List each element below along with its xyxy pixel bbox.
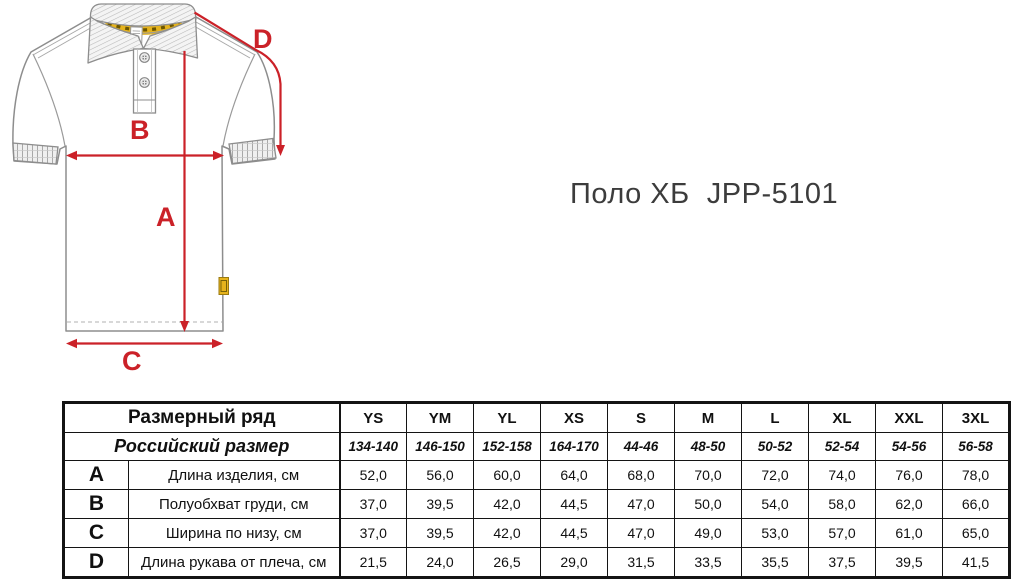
- russian-size-value: 134-140: [340, 433, 407, 461]
- label-B: B: [130, 115, 150, 145]
- measure-value: 61,0: [876, 519, 943, 548]
- russian-size-value: 48-50: [675, 433, 742, 461]
- measure-value: 26,5: [474, 548, 541, 578]
- measure-value: 29,0: [541, 548, 608, 578]
- left-cuff: [13, 143, 58, 164]
- table-row-measure-C: [64, 519, 1010, 548]
- label-D: D: [253, 24, 273, 54]
- size-col-header: YM: [407, 403, 474, 433]
- measure-letter: D: [64, 548, 129, 578]
- measure-value: 58,0: [809, 490, 876, 519]
- polo-shirt-diagram: [0, 0, 330, 392]
- measure-value: 39,5: [407, 490, 474, 519]
- measure-value: 42,0: [474, 490, 541, 519]
- measure-value: 33,5: [675, 548, 742, 578]
- table-row-measure-D: [64, 548, 1010, 578]
- russian-size-value: 52-54: [809, 433, 876, 461]
- measure-value: 31,5: [608, 548, 675, 578]
- russian-size-header: Российский размер: [64, 433, 340, 461]
- measure-value: 52,0: [340, 461, 407, 490]
- measure-value: 37,5: [809, 548, 876, 578]
- measure-name: Полуобхват груди, см: [129, 490, 340, 519]
- measure-value: 78,0: [943, 461, 1010, 490]
- size-col-header: XS: [541, 403, 608, 433]
- measure-value: 60,0: [474, 461, 541, 490]
- size-col-header: 3XL: [943, 403, 1010, 433]
- measure-value: 68,0: [608, 461, 675, 490]
- measure-value: 47,0: [608, 519, 675, 548]
- table-row-russian-sizes: [64, 433, 1010, 461]
- measure-value: 70,0: [675, 461, 742, 490]
- measure-value: 21,5: [340, 548, 407, 578]
- measure-value: 49,0: [675, 519, 742, 548]
- measure-value: 53,0: [742, 519, 809, 548]
- measure-letter: C: [64, 519, 129, 548]
- button: [140, 53, 150, 63]
- label-C: C: [122, 346, 142, 376]
- table-row-measure-A: [64, 461, 1010, 490]
- measure-value: 39,5: [407, 519, 474, 548]
- russian-size-value: 54-56: [876, 433, 943, 461]
- russian-size-value: 50-52: [742, 433, 809, 461]
- measure-name: Длина рукава от плеча, см: [129, 548, 340, 578]
- measure-value: 41,5: [943, 548, 1010, 578]
- measure-value: 24,0: [407, 548, 474, 578]
- measure-value: 56,0: [407, 461, 474, 490]
- russian-size-value: 164-170: [541, 433, 608, 461]
- size-col-header: XXL: [876, 403, 943, 433]
- measure-value: 65,0: [943, 519, 1010, 548]
- size-col-header: YS: [340, 403, 407, 433]
- measure-letter: B: [64, 490, 129, 519]
- measure-value: 39,5: [876, 548, 943, 578]
- measure-name: Ширина по низу, см: [129, 519, 340, 548]
- size-table: [62, 401, 1011, 579]
- russian-size-value: 152-158: [474, 433, 541, 461]
- russian-size-value: 44-46: [608, 433, 675, 461]
- size-col-header: M: [675, 403, 742, 433]
- measure-value: 50,0: [675, 490, 742, 519]
- measure-value: 37,0: [340, 519, 407, 548]
- table-row-measure-B: [64, 490, 1010, 519]
- side-tag: [219, 278, 229, 295]
- size-col-header: L: [742, 403, 809, 433]
- measure-value: 35,5: [742, 548, 809, 578]
- size-range-header: Размерный ряд: [64, 403, 340, 433]
- russian-size-value: 146-150: [407, 433, 474, 461]
- size-col-header: S: [608, 403, 675, 433]
- table-row-sizes: [64, 403, 1010, 433]
- measure-value: 66,0: [943, 490, 1010, 519]
- measure-value: 64,0: [541, 461, 608, 490]
- measure-value: 47,0: [608, 490, 675, 519]
- measure-value: 44,5: [541, 490, 608, 519]
- measure-value: 57,0: [809, 519, 876, 548]
- size-col-header: YL: [474, 403, 541, 433]
- measure-value: 54,0: [742, 490, 809, 519]
- product-title: Поло ХБ JPP-5101: [570, 178, 839, 210]
- label-A: A: [156, 202, 176, 232]
- measure-name: Длина изделия, см: [129, 461, 340, 490]
- measure-value: 62,0: [876, 490, 943, 519]
- measure-value: 37,0: [340, 490, 407, 519]
- size-col-header: XL: [809, 403, 876, 433]
- measure-value: 44,5: [541, 519, 608, 548]
- measure-letter: A: [64, 461, 129, 490]
- measure-value: 42,0: [474, 519, 541, 548]
- russian-size-value: 56-58: [943, 433, 1010, 461]
- measure-value: 76,0: [876, 461, 943, 490]
- measure-value: 72,0: [742, 461, 809, 490]
- measure-value: 74,0: [809, 461, 876, 490]
- button: [140, 78, 150, 88]
